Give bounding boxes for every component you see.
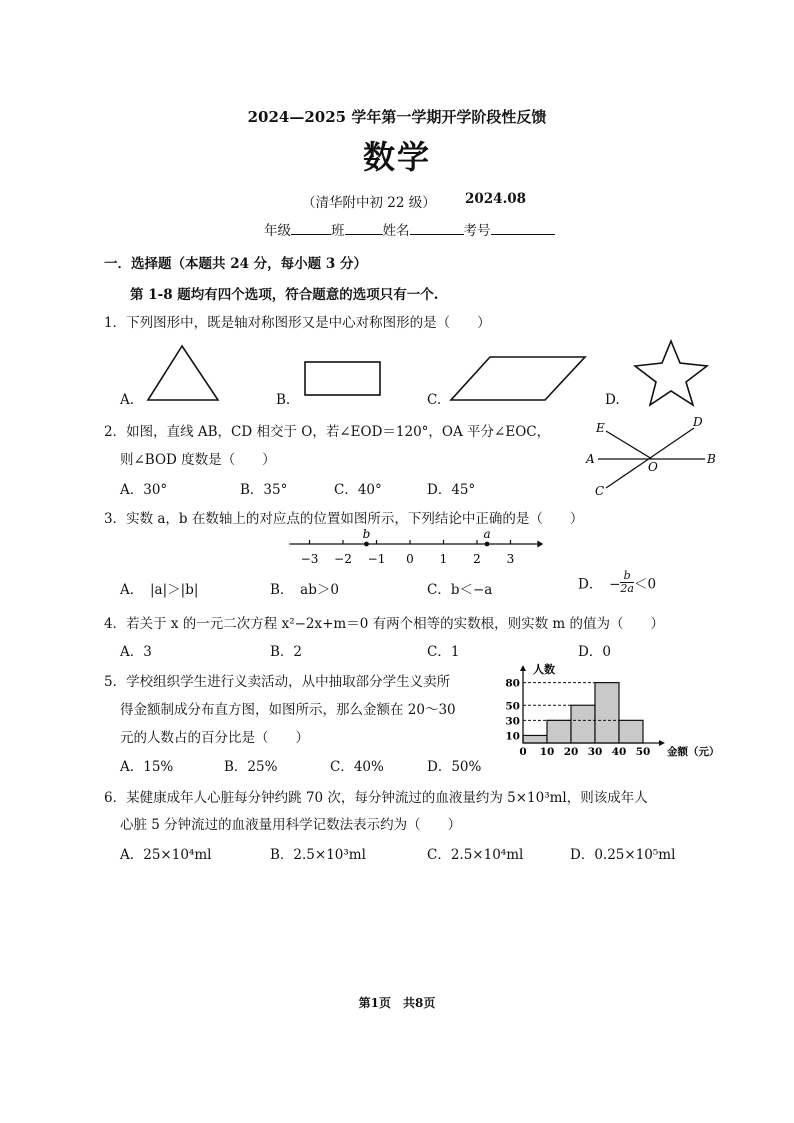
q3-option-a[interactable]: A． |a|＞|b|: [120, 582, 199, 598]
q2-option-d[interactable]: D．45°: [427, 482, 476, 498]
field-name-label: 姓名: [382, 223, 410, 239]
q3-option-d-prefix: D． −: [578, 576, 621, 593]
histogram-bar: [547, 720, 571, 743]
q1-option-b[interactable]: B.: [276, 392, 291, 408]
histogram-y-tick-label: 50: [505, 700, 520, 713]
q6-option-b[interactable]: B．2.5×10³ml: [270, 847, 366, 863]
fraction-numerator: b: [620, 570, 634, 583]
q5-stem-line2: 得金额制成分布直方图，如图所示，那么金额在 20～30: [120, 702, 456, 718]
q2-option-a[interactable]: A．30°: [120, 482, 168, 498]
histogram-y-tick-label: 30: [505, 715, 520, 728]
histogram-x-tick-label: 30: [587, 746, 603, 758]
q1-option-d[interactable]: D.: [605, 392, 620, 408]
q3-option-d-suffix: ＜0: [633, 576, 657, 593]
histogram-bar: [523, 735, 547, 743]
q5-option-a[interactable]: A．15%: [120, 759, 174, 775]
label-a: A: [586, 452, 595, 466]
q1-option-c[interactable]: C.: [427, 392, 442, 408]
q5-option-b[interactable]: B．25%: [224, 759, 278, 775]
q6-option-d[interactable]: D．0.25×10⁵ml: [570, 847, 676, 863]
number-line-tick-label: −2: [334, 552, 352, 566]
histogram-y-tick-label: 80: [505, 677, 520, 690]
q2-option-b[interactable]: B．35°: [240, 482, 288, 498]
q5-stem-line1: 5．学校组织学生进行义卖活动，从中抽取部分学生义卖所: [104, 674, 451, 690]
q3-option-c[interactable]: C．b＜−a: [427, 582, 493, 598]
section-note: 第 1-8 题均有四个选项，符合题意的选项只有一个.: [130, 287, 439, 303]
histogram-bar: [571, 705, 595, 743]
fraction-denominator: 2a: [620, 582, 634, 595]
histogram-x-tick-label: 0: [519, 746, 527, 758]
q4-option-c[interactable]: C．1: [427, 644, 460, 660]
q1-option-a[interactable]: A.: [120, 392, 135, 408]
q2-stem-line1: 2．如图，直线 AB，CD 相交于 O，若∠EOD＝120°，OA 平分∠EOC，: [104, 424, 551, 440]
histogram-bar: [619, 720, 643, 743]
subject-title: 数学: [362, 138, 431, 176]
label-b: B: [707, 452, 716, 466]
field-grade-label: 年级: [264, 223, 291, 239]
histogram-x-arrow: [659, 740, 665, 746]
number-line-point-label-a: a: [483, 527, 491, 541]
number-line-tick-label: −1: [367, 552, 386, 566]
q4-stem: 4．若关于 x 的一元二次方程 x²−2x+m＝0 有两个相等的实数根，则实数 m 的值为（ ）: [104, 616, 664, 632]
label-o: O: [648, 460, 658, 474]
q4-option-d[interactable]: D．0: [578, 644, 611, 660]
q4-option-a[interactable]: A．3: [120, 644, 152, 660]
label-d: D: [693, 415, 703, 429]
q5-option-c[interactable]: C．40%: [330, 759, 384, 775]
q4-option-b[interactable]: B．2: [270, 644, 303, 660]
number-line-tick-label: 0: [406, 552, 414, 566]
histogram-x-label: 金额（元）: [667, 746, 720, 758]
exam-title: 2024—2025 学年第一学期开学阶段性反馈: [247, 108, 547, 126]
field-class-label: 班: [331, 223, 345, 239]
q5-stem-line3: 元的人数占的百分比是（ ）: [120, 730, 309, 746]
q6-option-c[interactable]: C．2.5×10⁴ml: [427, 847, 524, 863]
number-line-tick-label: 3: [506, 552, 515, 566]
label-e: E: [596, 421, 605, 435]
label-c: C: [595, 484, 605, 498]
q2-option-c[interactable]: C．40°: [334, 482, 382, 498]
q3-stem: 3．实数 a，b 在数轴上的对应点的位置如图所示，下列结论中正确的是（ ）: [104, 511, 584, 527]
q3-option-b[interactable]: B． ab＞0: [270, 582, 339, 598]
number-line-tick-label: −3: [300, 552, 319, 566]
q1-stem: 1．下列图形中，既是轴对称图形又是中心对称图形的是（ ）: [104, 315, 491, 331]
histogram-x-tick-label: 40: [611, 746, 627, 758]
histogram-y-label: 人数: [533, 663, 555, 677]
histogram-y-arrow: [520, 665, 526, 671]
q2-stem-line2: 则∠BOD 度数是（ ）: [120, 452, 276, 468]
exam-date: 2024.08: [465, 191, 527, 207]
histogram-bar: [595, 683, 619, 743]
number-line-tick-label: 2: [473, 552, 481, 566]
q6-stem-line1: 6．某健康成年人心脏每分钟约跳 70 次，每分钟流过的血液量约为 5×10³ml，则该成年人: [104, 790, 648, 806]
number-line-point-label-b: b: [362, 527, 371, 541]
page-footer: 第1页 共8页: [358, 996, 436, 1010]
histogram-x-tick-label: 20: [563, 746, 579, 758]
q6-option-a[interactable]: A．25×10⁴ml: [120, 847, 212, 863]
field-id-label: 考号: [463, 223, 491, 239]
histogram-x-tick-label: 50: [635, 746, 651, 758]
histogram-y-tick-label: 10: [505, 730, 520, 743]
q5-option-d[interactable]: D．50%: [427, 759, 482, 775]
section-title: 一．选择题（本题共 24 分，每小题 3 分）: [104, 256, 367, 272]
histogram-x-tick-label: 10: [539, 746, 555, 758]
number-line-tick-label: 1: [439, 552, 448, 566]
q6-stem-line2: 心脏 5 分钟流过的血液量用科学记数法表示约为（ ）: [120, 817, 462, 833]
school-label: （清华附中初 22 级）: [302, 195, 436, 211]
